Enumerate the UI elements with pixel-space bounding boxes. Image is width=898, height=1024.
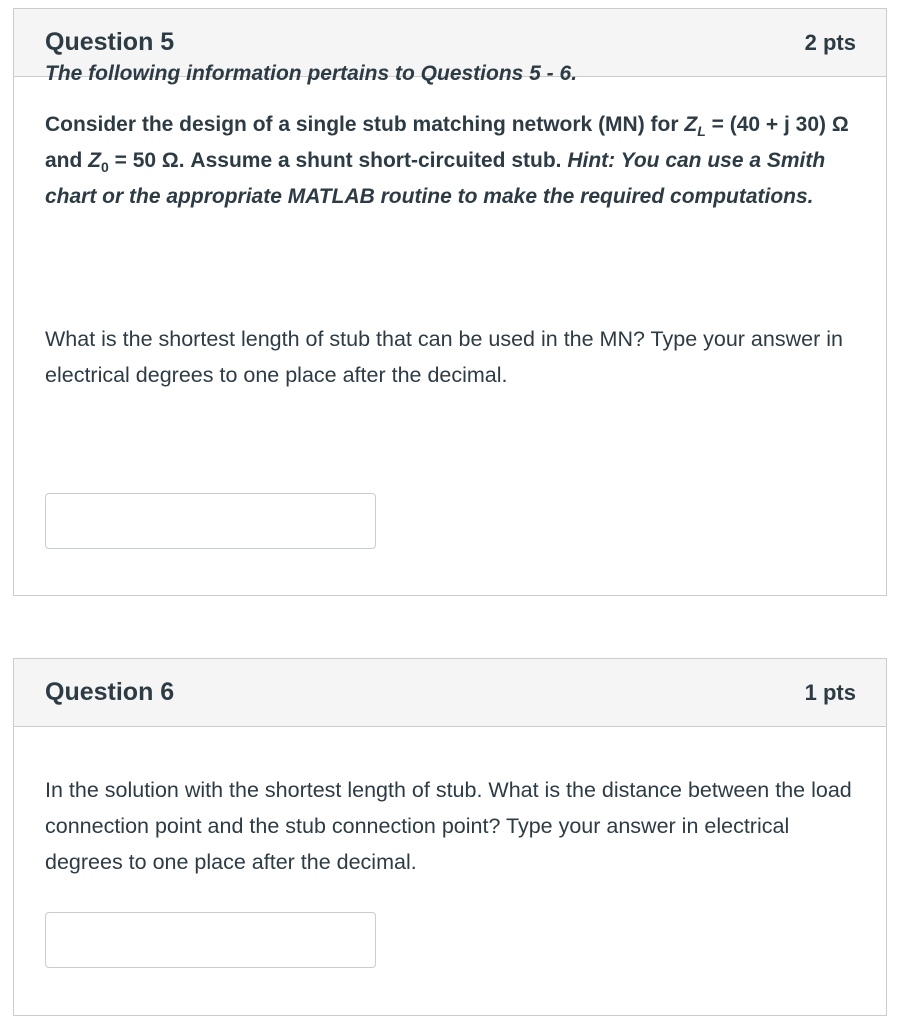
hint-text: Hint: You can use a Smith chart or the appropriate MATLAB routine to make the required computations. (45, 149, 826, 208)
z0-symbol: Z (88, 149, 101, 172)
z0-subscript: 0 (101, 159, 109, 176)
zl-subscript: L (697, 123, 706, 140)
question-6-title: Question 6 (45, 678, 175, 706)
question-5-answer-input[interactable] (45, 493, 376, 549)
question-6-points: 1 pts (804, 679, 856, 705)
question-5-prompt: What is the shortest length of stub that can be used in the MN? Type your answer in electrical degrees to one place after the decimal. (45, 327, 843, 387)
question-5-title: Question 5 (45, 28, 175, 56)
setup-text-part3: = 50 Ω. Assume a shunt short-circuited stub. (108, 149, 568, 172)
question-6-answer-input[interactable] (45, 912, 376, 968)
question-6-header (14, 659, 886, 727)
question-5-setup-text (45, 107, 855, 215)
zl-symbol: Z (684, 113, 698, 136)
question-5-points: 2 pts (804, 29, 856, 55)
question-5-card (13, 8, 887, 596)
question-6-card (13, 658, 887, 1016)
question-5-intro: The following information pertains to Questions 5 - 6. (45, 62, 578, 85)
setup-text-part1: Consider the design of a single stub matching network (MN) for (45, 113, 685, 136)
question-6-prompt: In the solution with the shortest length of stub. What is the distance between the load connection point and the stub connection point? Type your answer in electrical degrees to one place after the decimal. (45, 778, 852, 874)
setup-text-part2: = (40 + j 30) Ω and (45, 113, 849, 172)
